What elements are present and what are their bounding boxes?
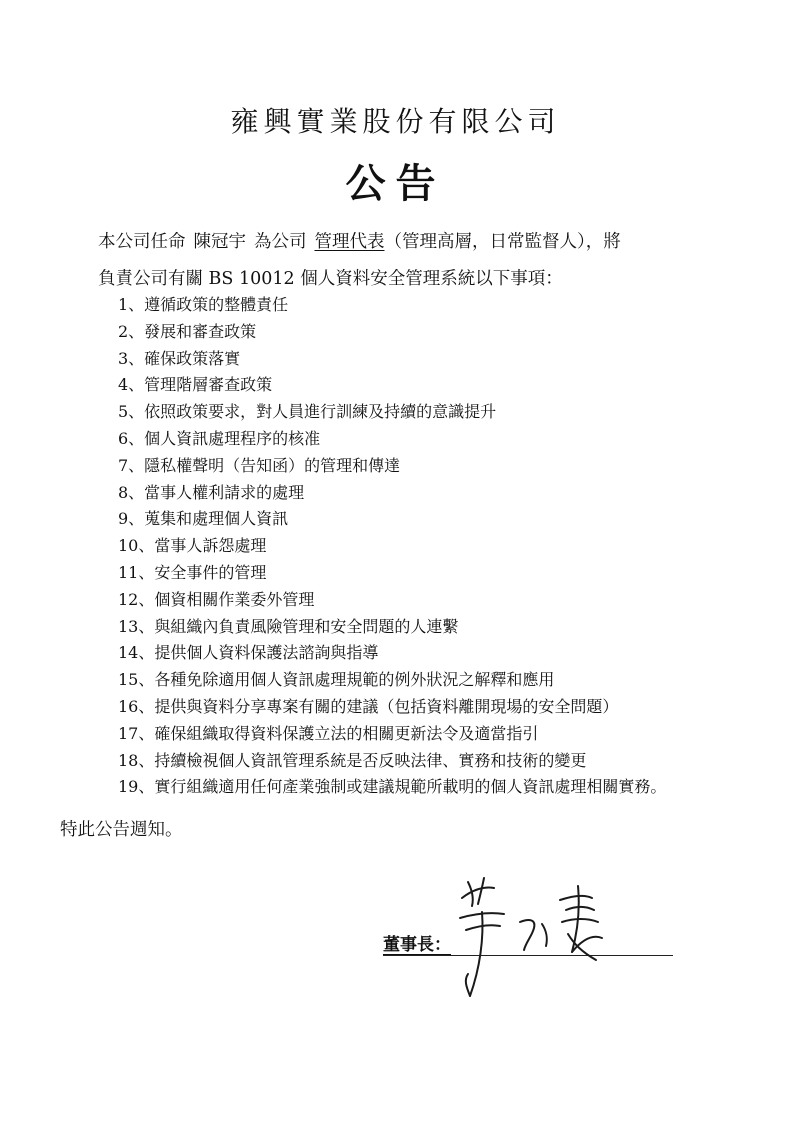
list-item: 12、個資相關作業委外管理 <box>118 589 315 609</box>
closing-statement: 特此公告週知。 <box>60 820 183 840</box>
list-item: 13、與組織內負責風險管理和安全問題的人連繫 <box>118 616 459 636</box>
appointee-name: 陳冠宇 <box>193 232 246 252</box>
intro-text-a: 本公司任命 <box>98 232 186 252</box>
list-item: 9、蒐集和處理個人資訊 <box>118 509 289 529</box>
list-item: 2、發展和審查政策 <box>118 321 257 341</box>
list-item: 1、遵循政策的整體責任 <box>118 295 289 314</box>
list-item: 17、確保組織取得資料保護立法的相關更新法令及適當指引 <box>118 723 539 743</box>
intro-text-c: （管理高層，日常監督人），將 <box>384 232 621 252</box>
appointed-role: 管理代表 <box>314 232 385 252</box>
list-item: 15、各種免除適用個人資訊處理規範的例外狀況之解釋和應用 <box>118 670 555 690</box>
list-item: 18、持續檢視個人資訊管理系統是否反映法律、實務和技術的變更 <box>118 750 587 770</box>
intro-line-1 <box>98 228 621 253</box>
list-item: 4、管理階層審查政策 <box>118 375 273 395</box>
list-item: 14、提供個人資料保護法諮詢與指導 <box>118 643 379 663</box>
list-item: 10、當事人訴怨處理 <box>118 536 267 556</box>
list-item: 16、提供與資料分享專案有關的建議（包括資料離開現場的安全問題） <box>118 696 619 716</box>
list-item: 3、確保政策落實 <box>118 348 241 368</box>
duty-list <box>118 292 666 801</box>
company-name: 雍興實業股份有限公司 <box>230 105 561 138</box>
list-item: 5、依照政策要求，對人員進行訓練及持續的意識提升 <box>118 402 497 422</box>
signature-label: 董事長： <box>383 935 451 955</box>
list-item: 8、當事人權利請求的處理 <box>118 482 305 502</box>
intro-line-2: 負責公司有關 BS 10012 個人資料安全管理系統以下事項： <box>98 269 563 289</box>
intro-text-b: 為公司 <box>254 232 307 252</box>
handwritten-signature <box>450 860 620 1010</box>
list-item: 19、實行組織適用任何產業強制或建議規範所載明的個人資訊處理相關實務。 <box>118 777 667 797</box>
list-item: 6、個人資訊處理程序的核准 <box>118 428 321 448</box>
list-item: 11、安全事件的管理 <box>118 562 267 582</box>
document-title: 公告 <box>345 160 446 207</box>
list-item: 7、隱私權聲明（告知函）的管理和傳達 <box>118 455 401 475</box>
